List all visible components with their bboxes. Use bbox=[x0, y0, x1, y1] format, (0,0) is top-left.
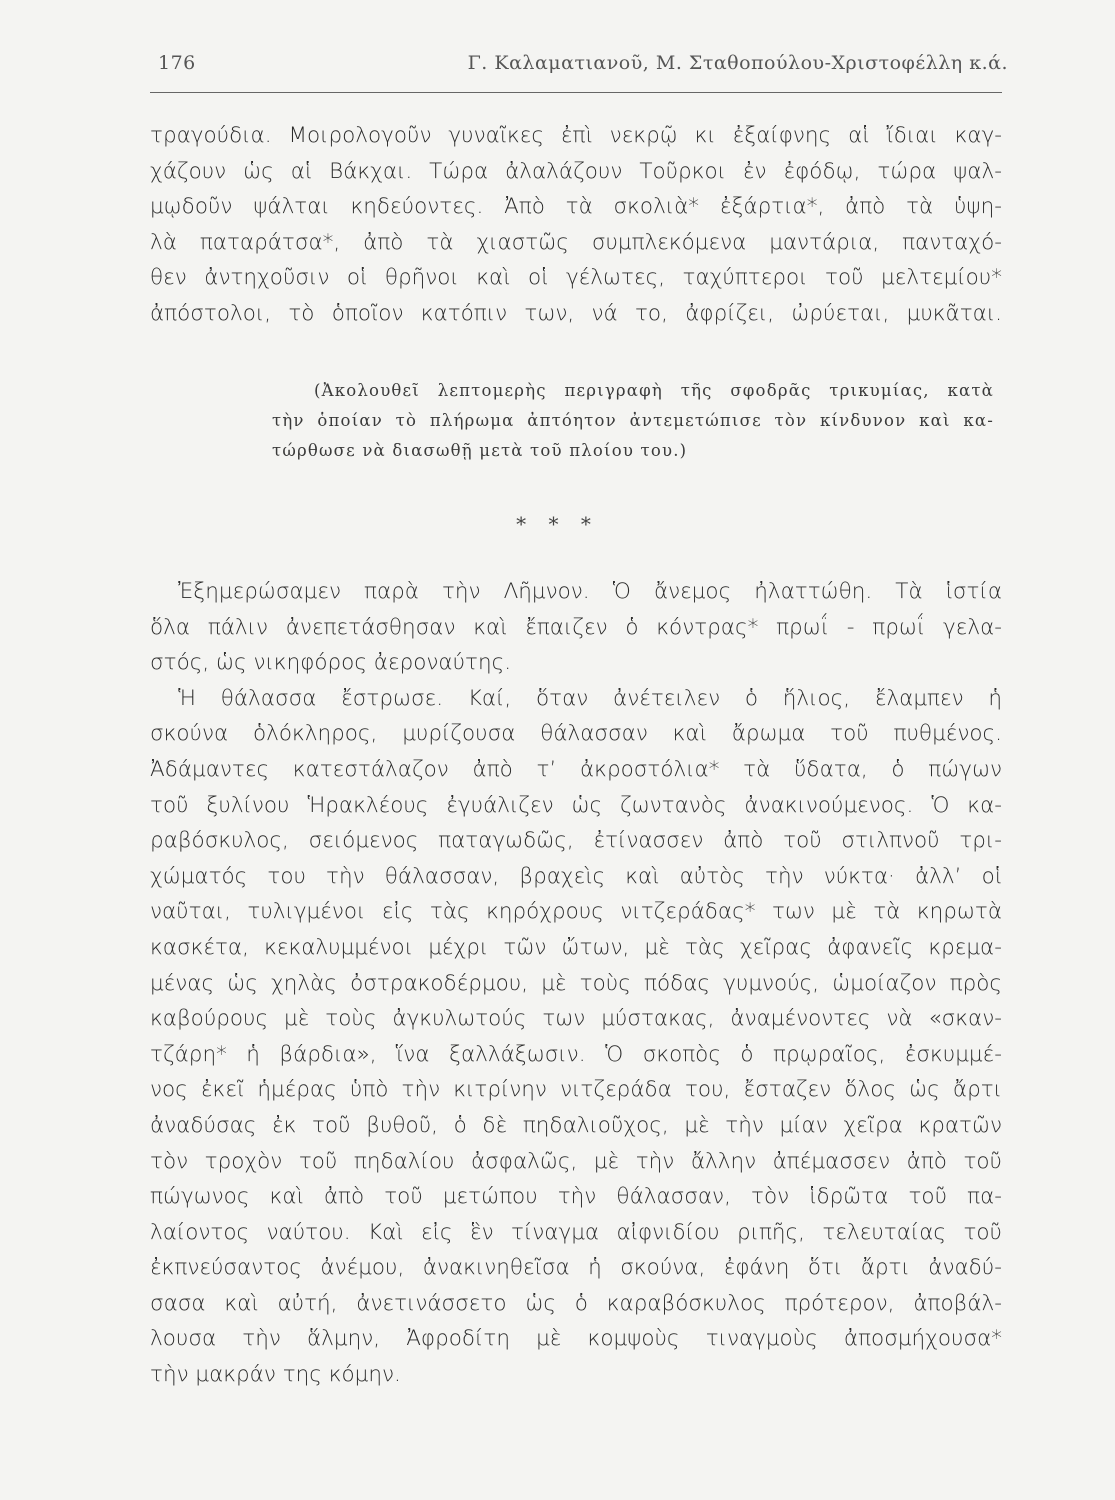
text-line: πώγωνος καὶ ἀπὸ τοῦ μετώπου τὴν θάλασσαν, τὸν ἱδρῶτα τοῦ πα- bbox=[150, 1184, 1002, 1210]
text-line: χώματός του τὴν θάλασσαν, βραχεὶς καὶ αὐτὸς τὴν νύκτα· ἀλλ’ οἱ bbox=[150, 863, 1002, 889]
text-line: τραγούδια. Μοιρολογοῦν γυναῖκες ἐπὶ νεκρῷ κι ἐξαίφνης αἱ ἴδιαι καγ- bbox=[150, 123, 1002, 148]
text-line: χάζουν ὡς αἱ Βάκχαι. Τώρα ἀλαλάζουν Τοῦρκοι ἐν ἐφόδῳ, τώρα ψαλ- bbox=[150, 158, 1002, 184]
text-line: θεν ἀντηχοῦσιν οἱ θρῆνοι καὶ οἱ γέλωτες, ταχύπτεροι τοῦ μελτεμίου* bbox=[150, 265, 1002, 291]
text-line: σκούνα ὁλόκληρος, μυρίζουσα θάλασσαν καὶ ἄρωμα τοῦ πυθμένος. bbox=[150, 721, 1002, 747]
page-number: 176 bbox=[158, 52, 196, 74]
text-line: μένας ὡς χηλὰς ὀστρακοδέρμου, μὲ τοὺς πόδας γυμνούς, ὡμοίαζον πρὸς bbox=[150, 970, 1002, 996]
paragraph-2 bbox=[150, 574, 1002, 1393]
text-line: Ἀδάμαντες κατεστάλαζον ἀπὸ τ’ ἀκροστόλια* τὰ ὕδατα, ὁ πώγων bbox=[150, 756, 1002, 782]
text-line: λαίοντος ναύτου. Καὶ εἰς ἓν τίναγμα αἰφνιδίου ριπῆς, τελευταίας τοῦ bbox=[150, 1219, 1002, 1245]
text-line: ὅλα πάλιν ἀνεπετάσθησαν καὶ ἔπαιζεν ὁ κόντρας* πρωΐ - πρωΐ γελα- bbox=[150, 614, 1002, 640]
text-line: λὰ παταράτσα*, ἀπὸ τὰ χιαστῶς συμπλεκόμενα μαντάρια, πανταχό- bbox=[150, 229, 1002, 255]
text-line: τζάρη* ἡ βάρδια», ἵνα ξαλλάξωσιν. Ὁ σκοπὸς ὁ πρῳραῖος, ἐσκυμμέ- bbox=[150, 1041, 1002, 1067]
text-line: ἀπόστολοι, τὸ ὁποῖον κατόπιν των, νά το, ἀφρίζει, ὠρύεται, μυκᾶται. bbox=[150, 300, 1002, 326]
text-line: τὴν μακράν της κόμην. bbox=[150, 1362, 401, 1388]
text-line: ναῦται, τυλιγμένοι εἰς τὰς κηρόχρους νιτζεράδας* των μὲ τὰ κηρωτὰ bbox=[150, 899, 1002, 925]
text-line: κασκέτα, κεκαλυμμένοι μέχρι τῶν ὤτων, μὲ τὰς χεῖρας ἀφανεῖς κρεμα- bbox=[150, 934, 1002, 960]
text-line: τὸν τροχὸν τοῦ πηδαλίου ἀσφαλῶς, μὲ τὴν ἄλλην ἀπέμασσεν ἀπὸ τοῦ bbox=[150, 1148, 1002, 1174]
header-rule bbox=[150, 92, 1002, 93]
note-line: (Ἀκολουθεῖ λεπτομερὴς περιγραφὴ τῆς σφοδρᾶς τρικυμίας, κατὰ bbox=[314, 381, 994, 400]
text-line: μῳδοῦν ψάλται κηδεύοντες. Ἀπὸ τὰ σκολιὰ* ἐξάρτια*, ἀπὸ τὰ ὑψη- bbox=[150, 194, 1002, 220]
text-line: ἀναδύσας ἐκ τοῦ βυθοῦ, ὁ δὲ πηδαλιοῦχος, μὲ τὴν μίαν χεῖρα κρατῶν bbox=[150, 1112, 1002, 1138]
text-line: σασα καὶ αὐτή, ἀνετινάσσετο ὡς ὁ καραβόσκυλος πρότερον, ἀποβάλ- bbox=[150, 1290, 1002, 1316]
running-head: Γ. Καλαματιανοῦ, Μ. Σταθοπούλου-Χριστοφέλλη κ.ά. bbox=[467, 52, 1008, 74]
text-line: ἐκπνεύσαντος ἀνέμου, ἀνακινηθεῖσα ἡ σκούνα, ἐφάνη ὅτι ἄρτι ἀναδύ- bbox=[150, 1255, 1002, 1281]
text-line: λουσα τὴν ἅλμην, Ἀφροδίτη μὲ κομψοὺς τιναγμοὺς ἀποσμήχουσα* bbox=[150, 1326, 1002, 1352]
page-header bbox=[150, 52, 1008, 92]
note-line: τώρθωσε νὰ διασωθῇ μετὰ τοῦ πλοίου του.) bbox=[272, 441, 688, 460]
paragraph-1 bbox=[150, 118, 1002, 332]
text-line: Ἐξημερώσαμεν παρὰ τὴν Λῆμνον. Ὁ ἄνεμος ἠλαττώθη. Τὰ ἱστία bbox=[178, 579, 1002, 604]
text-line: ραβόσκυλος, σειόμενος παταγωδῶς, ἐτίνασσεν ἀπὸ τοῦ στιλπνοῦ τρι- bbox=[150, 828, 1002, 854]
section-separator: * * * bbox=[516, 512, 599, 536]
text-line: Ἡ θάλασσα ἔστρωσε. Καί, ὅταν ἀνέτειλεν ὁ ἥλιος, ἔλαμπεν ἡ bbox=[178, 685, 1002, 711]
note-line: τὴν ὁποίαν τὸ πλήρωμα ἀπτόητον ἀντεμετώπισε τὸν κίνδυνον καὶ κα- bbox=[272, 411, 994, 430]
text-line: καβούρους μὲ τοὺς ἀγκυλωτούς των μύστακας, ἀναμένοντες νὰ «σκαν- bbox=[150, 1006, 1002, 1032]
editorial-note bbox=[190, 376, 994, 466]
text-line: τοῦ ξυλίνου Ἡρακλέους ἐγυάλιζεν ὡς ζωντανὸς ἀνακινούμενος. Ὁ κα- bbox=[150, 792, 1002, 818]
text-line: στός, ὡς νικηφόρος ἀεροναύτης. bbox=[150, 650, 512, 676]
text-line: νος ἐκεῖ ἡμέρας ὑπὸ τὴν κιτρίνην νιτζεράδα του, ἔσταζεν ὅλος ὡς ἄρτι bbox=[150, 1077, 1002, 1103]
